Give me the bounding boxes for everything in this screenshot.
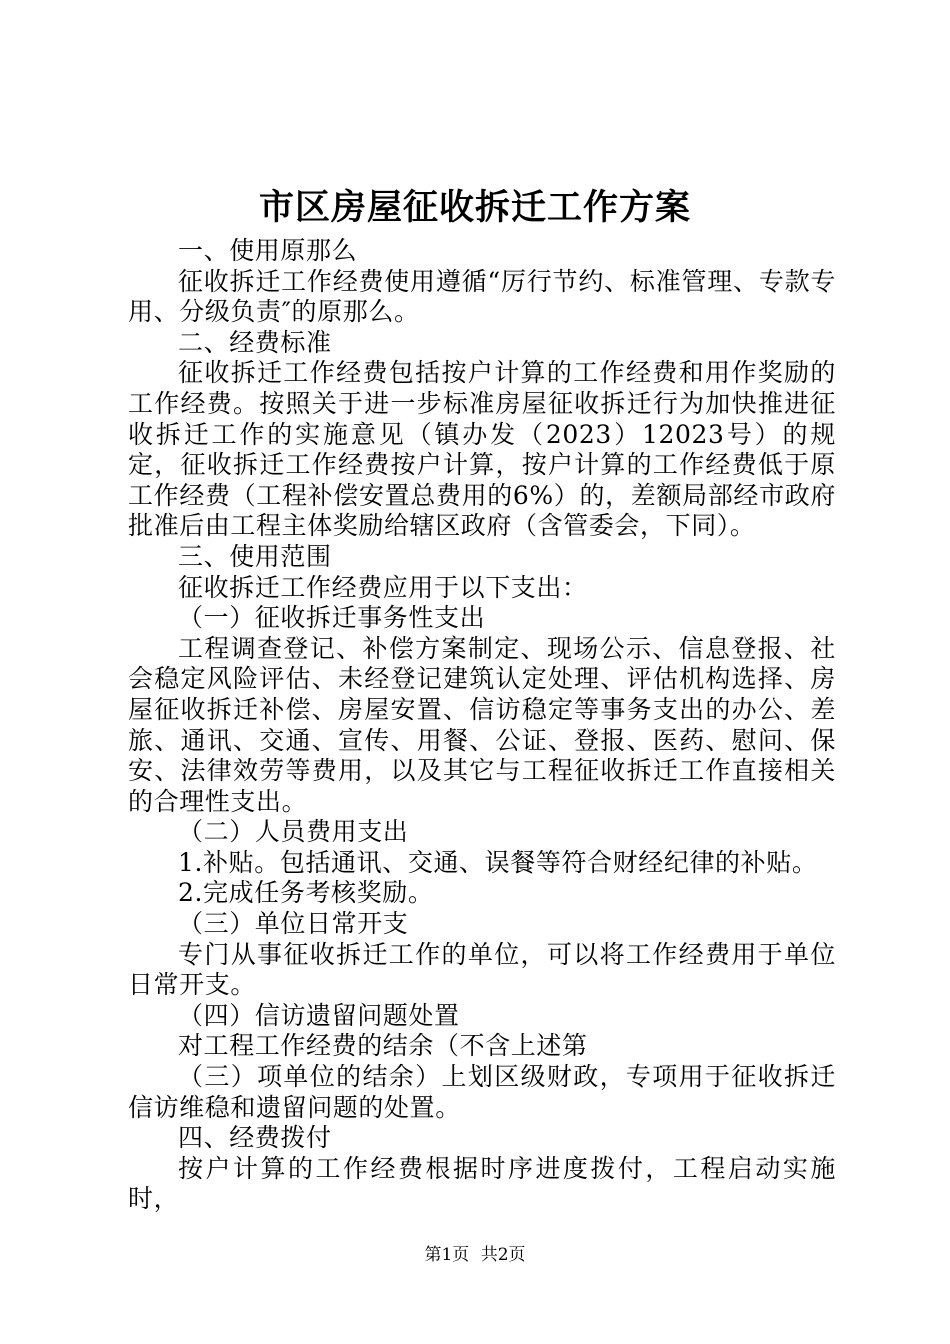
paragraph-allocation: 按户计算的工作经费根据时序进度拨付，工程启动实施时， [128, 1153, 836, 1214]
page-number: 第1页 [424, 1245, 470, 1265]
section-heading-principles: 一、使用原那么 [178, 236, 358, 265]
paragraph-daily-expenses: 专门从事征收拆迁工作的单位，可以将工作经费用于单位日常开支。 [128, 939, 836, 1000]
subheading-affairs-expenses: （一）征收拆迁事务性支出 [178, 603, 486, 633]
paragraph-principles: 征收拆迁工作经费使用遵循“厉行节约、标准管理、专款专用、分级负责″的原那么。 [128, 266, 836, 327]
section-heading-standards: 二、经费标准 [178, 327, 332, 357]
page-total: 共2页 [480, 1245, 526, 1265]
list-item-subsidy: 1.补贴。包括通讯、交通、误餐等符合财经纪律的补贴。 [178, 847, 818, 877]
subheading-personnel-expenses: （二）人员费用支出 [178, 817, 409, 847]
section-heading-scope: 三、使用范围 [178, 541, 332, 571]
list-item-reward: 2.完成任务考核奖励。 [178, 878, 434, 908]
subheading-daily-expenses: （三）单位日常开支 [178, 909, 409, 939]
subheading-petition-issues: （四）信访遗留问题处置 [178, 1000, 460, 1030]
paragraph-petition-issues-1: 对工程工作经费的结余（不含上述第 [178, 1031, 588, 1061]
section-heading-allocation: 四、经费拨付 [178, 1123, 332, 1153]
page-footer [0, 1243, 950, 1267]
paragraph-scope-intro: 征收拆迁工作经费应用于以下支出： [178, 572, 588, 602]
paragraph-affairs-expenses: 工程调查登记、补偿方案制定、现场公示、信息登报、社会稳定风险评估、未经登记建筑认定处理、评估机构选择、房屋征收拆迁补偿、房屋安置、信访稳定等事务支出的办公、差旅、通讯、交通、宣传、用餐、公证、登报、医药、慰问、保安、法律效劳等费用，以及其它与工程征收拆迁工作直接相关的合理性支出。 [128, 633, 836, 816]
paragraph-standards: 征收拆迁工作经费包括按户计算的工作经费和用作奖励的工作经费。按照关于进一步标准房屋征收拆迁行为加快推进征收拆迁工作的实施意见（镇办发（2023）12023号）的规定，征收拆迁工作经费按户计算，按户计算的工作经费低于原工作经费（工程补偿安置总费用的6%）的，差额局部经市政府批准后由工程主体奖励给辖区政府（含管委会，下同）。 [128, 358, 836, 541]
document-body [128, 236, 836, 1215]
document-title: 市区房屋征收拆迁工作方案 [258, 187, 691, 228]
paragraph-petition-issues-2: （三）项单位的结余）上划区级财政，专项用于征收拆迁信访维稳和遗留问题的处置。 [128, 1062, 836, 1122]
